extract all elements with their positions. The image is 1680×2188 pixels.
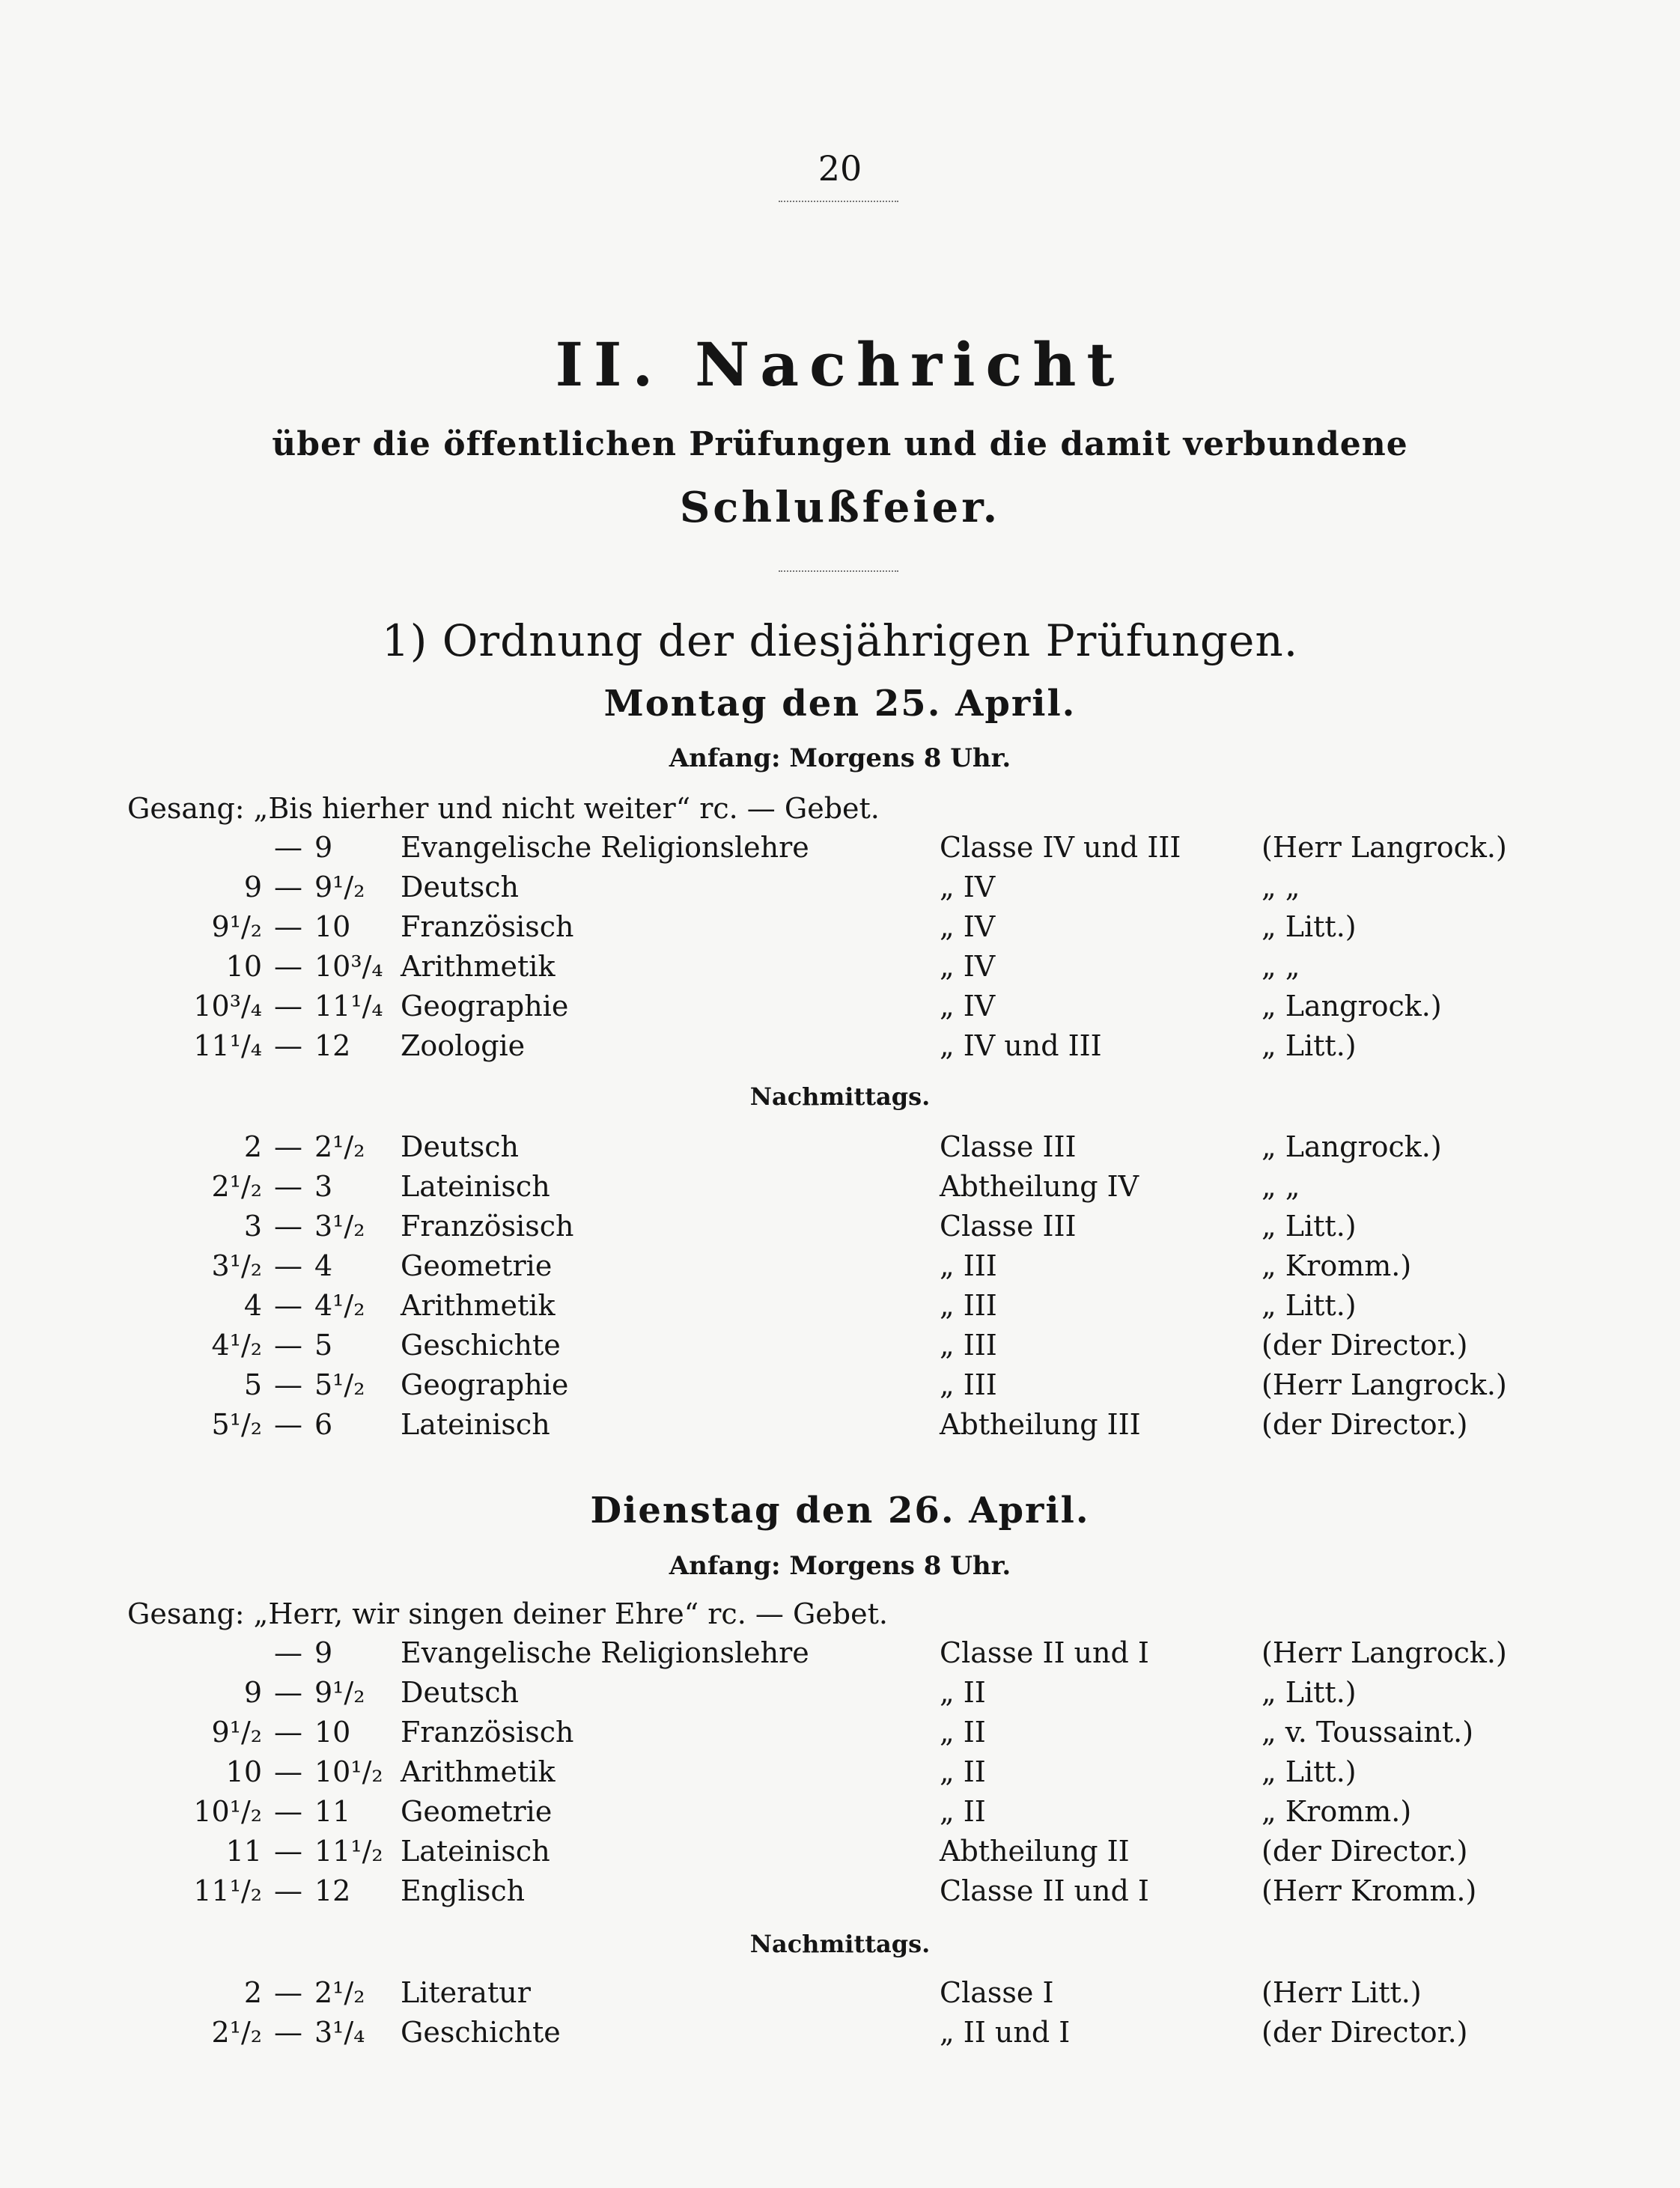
subject: Englisch <box>401 1874 526 1907</box>
teacher: (Herr Litt.) <box>1261 1976 1422 2009</box>
time-from: 9 <box>243 1676 262 1709</box>
time-to: 12 <box>314 1874 351 1907</box>
time-to: 9¹/₂ <box>314 1676 365 1709</box>
time-from: 9 <box>243 871 262 903</box>
time-to: 5¹/₂ <box>314 1368 365 1401</box>
time-to: 4 <box>314 1249 333 1282</box>
table-row: 11¹/₄ — 12 Zoologie „ IV und III „ Litt.) <box>0 1029 1680 1070</box>
subject: Deutsch <box>401 1130 519 1163</box>
class: „ II <box>940 1676 986 1709</box>
time-from: 3 <box>243 1210 262 1243</box>
teacher: (Herr Langrock.) <box>1261 831 1507 864</box>
subject: Lateinisch <box>401 1408 550 1441</box>
afternoon-label: Nachmittags. <box>749 1930 931 1958</box>
subject: Französisch <box>401 1716 574 1749</box>
time-from: 11 <box>225 1835 262 1868</box>
subject: Geschichte <box>401 1329 561 1362</box>
time-from: 11¹/₂ <box>193 1874 262 1907</box>
subject: Zoologie <box>401 1029 526 1062</box>
time-from: 10 <box>225 1755 262 1788</box>
time-to: 6 <box>314 1408 333 1441</box>
time-from: 10 <box>225 950 262 983</box>
page-title: II. Nachricht <box>555 329 1125 400</box>
subject: Geschichte <box>401 2016 561 2049</box>
page-number: 20 <box>818 148 862 189</box>
teacher: (der Director.) <box>1261 1835 1468 1868</box>
day-heading: Montag den 25. April. <box>603 683 1077 725</box>
class: Abtheilung II <box>940 1835 1130 1868</box>
time-to: 2¹/₂ <box>314 1976 365 2009</box>
day-heading: Dienstag den 26. April. <box>590 1490 1090 1532</box>
time-from: 4 <box>243 1289 262 1322</box>
time-to: 11 <box>314 1795 351 1828</box>
teacher: (Herr Kromm.) <box>1261 1874 1477 1907</box>
class: „ III <box>940 1289 997 1322</box>
class: Classe I <box>940 1976 1054 2009</box>
start-time: Anfang: Morgens 8 Uhr. <box>669 743 1011 773</box>
time-to: 11¹/₂ <box>314 1835 383 1868</box>
table-row: 3¹/₂ — 4 Geometrie „ III „ Kromm.) <box>0 1249 1680 1290</box>
teacher: „ Litt.) <box>1261 1755 1357 1788</box>
teacher: „ „ <box>1261 871 1300 903</box>
teacher: „ Litt.) <box>1261 910 1357 943</box>
teacher: „ „ <box>1261 950 1300 983</box>
time-from: 2¹/₂ <box>211 1170 262 1203</box>
class: „ IV <box>940 990 996 1023</box>
teacher: (der Director.) <box>1261 1408 1468 1441</box>
afternoon-label: Nachmittags. <box>749 1082 931 1111</box>
teacher: „ v. Toussaint.) <box>1261 1716 1474 1749</box>
class: „ II und I <box>940 2016 1071 2049</box>
teacher: „ Litt.) <box>1261 1289 1357 1322</box>
class: „ II <box>940 1755 986 1788</box>
subject: Deutsch <box>401 871 519 903</box>
table-row: 2 — 2¹/₂ Literatur Classe I (Herr Litt.) <box>0 1976 1680 2017</box>
start-time: Anfang: Morgens 8 Uhr. <box>669 1551 1011 1581</box>
class: Classe III <box>940 1210 1077 1243</box>
teacher: „ Litt.) <box>1261 1029 1357 1062</box>
table-row: 2¹/₂ — 3 Lateinisch Abtheilung IV „ „ <box>0 1170 1680 1210</box>
table-row: 9¹/₂ — 10 Französisch „ IV „ Litt.) <box>0 910 1680 951</box>
time-from: 10³/₄ <box>193 990 262 1023</box>
class: „ IV und III <box>940 1029 1102 1062</box>
time-from: 10¹/₂ <box>193 1795 262 1828</box>
subject: Arithmetik <box>401 1755 556 1788</box>
subject: Literatur <box>401 1976 531 2009</box>
time-from: 4¹/₂ <box>211 1329 262 1362</box>
class: „ II <box>940 1716 986 1749</box>
subject: Geometrie <box>401 1249 553 1282</box>
class: Classe II und I <box>940 1874 1149 1907</box>
section-title: 1) Ordnung der diesjährigen Prüfungen. <box>381 615 1299 666</box>
table-row: 9 — 9¹/₂ Deutsch „ II „ Litt.) <box>0 1676 1680 1716</box>
time-to: 3¹/₄ <box>314 2016 365 2049</box>
teacher: „ Langrock.) <box>1261 990 1442 1023</box>
table-row: 10 — 10¹/₂ Arithmetik „ II „ Litt.) <box>0 1755 1680 1796</box>
class: „ III <box>940 1329 997 1362</box>
subject: Evangelische Religionslehre <box>401 831 809 864</box>
subject: Geographie <box>401 1368 569 1401</box>
opening-hymn: Gesang: „Bis hierher und nicht weiter“ rc. — Gebet. <box>127 792 880 825</box>
table-row: 2 — 2¹/₂ Deutsch Classe III „ Langrock.) <box>0 1130 1680 1171</box>
time-from: 2¹/₂ <box>211 2016 262 2049</box>
subject: Französisch <box>401 910 574 943</box>
table-row: 10 — 10³/₄ Arithmetik „ IV „ „ <box>0 950 1680 990</box>
teacher: (Herr Langrock.) <box>1261 1636 1507 1669</box>
table-row: 2¹/₂ — 3¹/₄ Geschichte „ II und I (der Director.) <box>0 2016 1680 2056</box>
class: Classe IV und III <box>940 831 1181 864</box>
table-row: 4 — 4¹/₂ Arithmetik „ III „ Litt.) <box>0 1289 1680 1329</box>
subject: Geometrie <box>401 1795 553 1828</box>
table-row: 9 — 9¹/₂ Deutsch „ IV „ „ <box>0 871 1680 911</box>
class: Classe II und I <box>940 1636 1149 1669</box>
time-to: 9 <box>314 1636 333 1669</box>
time-to: 12 <box>314 1029 351 1062</box>
time-to: 11¹/₄ <box>314 990 383 1023</box>
page-subtitle-2: Schlußfeier. <box>679 483 1001 532</box>
teacher: „ Langrock.) <box>1261 1130 1442 1163</box>
time-to: 9¹/₂ <box>314 871 365 903</box>
teacher: „ „ <box>1261 1170 1300 1203</box>
table-row: 5¹/₂ — 6 Lateinisch Abtheilung III (der Director.) <box>0 1408 1680 1448</box>
table-row: 3 — 3¹/₂ Französisch Classe III „ Litt.) <box>0 1210 1680 1250</box>
time-to: 10 <box>314 910 351 943</box>
table-row: 10¹/₂ — 11 Geometrie „ II „ Kromm.) <box>0 1795 1680 1835</box>
table-row: 9¹/₂ — 10 Französisch „ II „ v. Toussaint.) <box>0 1716 1680 1756</box>
class: „ III <box>940 1368 997 1401</box>
class: Classe III <box>940 1130 1077 1163</box>
table-row: 5 — 5¹/₂ Geographie „ III (Herr Langrock.) <box>0 1368 1680 1409</box>
time-from: 11¹/₄ <box>193 1029 262 1062</box>
teacher: (der Director.) <box>1261 1329 1468 1362</box>
teacher: „ Kromm.) <box>1261 1795 1412 1828</box>
subject: Französisch <box>401 1210 574 1243</box>
time-to: 10³/₄ <box>314 950 383 983</box>
opening-hymn: Gesang: „Herr, wir singen deiner Ehre“ rc. — Gebet. <box>127 1597 888 1630</box>
table-row: 4¹/₂ — 5 Geschichte „ III (der Director.) <box>0 1329 1680 1369</box>
time-from: 9¹/₂ <box>211 1716 262 1749</box>
table-row: 11 — 11¹/₂ Lateinisch Abtheilung II (der Director.) <box>0 1835 1680 1875</box>
time-to: 4¹/₂ <box>314 1289 365 1322</box>
subject: Lateinisch <box>401 1170 550 1203</box>
table-row: 11¹/₂ — 12 Englisch Classe II und I (Herr Kromm.) <box>0 1874 1680 1915</box>
subject: Deutsch <box>401 1676 519 1709</box>
subject: Arithmetik <box>401 1289 556 1322</box>
time-to: 10 <box>314 1716 351 1749</box>
time-from: 5 <box>243 1368 262 1401</box>
class: Abtheilung III <box>940 1408 1141 1441</box>
class: „ IV <box>940 910 996 943</box>
time-to: 5 <box>314 1329 333 1362</box>
teacher: „ Litt.) <box>1261 1676 1357 1709</box>
teacher: „ Kromm.) <box>1261 1249 1412 1282</box>
class: „ II <box>940 1795 986 1828</box>
teacher: (Herr Langrock.) <box>1261 1368 1507 1401</box>
table-row: 10³/₄ — 11¹/₄ Geographie „ IV „ Langrock.) <box>0 990 1680 1030</box>
class: „ IV <box>940 950 996 983</box>
class: Abtheilung IV <box>940 1170 1139 1203</box>
time-to: 3¹/₂ <box>314 1210 365 1243</box>
page-subtitle: über die öffentlichen Prüfungen und die damit verbundene <box>272 425 1408 463</box>
teacher: „ Litt.) <box>1261 1210 1357 1243</box>
time-from: 2 <box>243 1976 262 2009</box>
class: „ III <box>940 1249 997 1282</box>
subject: Arithmetik <box>401 950 556 983</box>
teacher: (der Director.) <box>1261 2016 1468 2049</box>
subject: Lateinisch <box>401 1835 550 1868</box>
time-to: 3 <box>314 1170 333 1203</box>
class: „ IV <box>940 871 996 903</box>
time-from: 3¹/₂ <box>211 1249 262 1282</box>
time-to: 9 <box>314 831 333 864</box>
ornament-rule <box>779 201 898 202</box>
time-to: 2¹/₂ <box>314 1130 365 1163</box>
time-from: 9¹/₂ <box>211 910 262 943</box>
time-to: 10¹/₂ <box>314 1755 383 1788</box>
time-from: 2 <box>243 1130 262 1163</box>
ornament-rule <box>779 570 898 572</box>
table-row: — 9 Evangelische Religionslehre Classe IV und III (Herr Langrock.) <box>274 831 1507 864</box>
time-from: 5¹/₂ <box>211 1408 262 1441</box>
subject: Evangelische Religionslehre <box>401 1636 809 1669</box>
table-row: — 9 Evangelische Religionslehre Classe II und I (Herr Langrock.) <box>274 1636 1507 1669</box>
subject: Geographie <box>401 990 569 1023</box>
